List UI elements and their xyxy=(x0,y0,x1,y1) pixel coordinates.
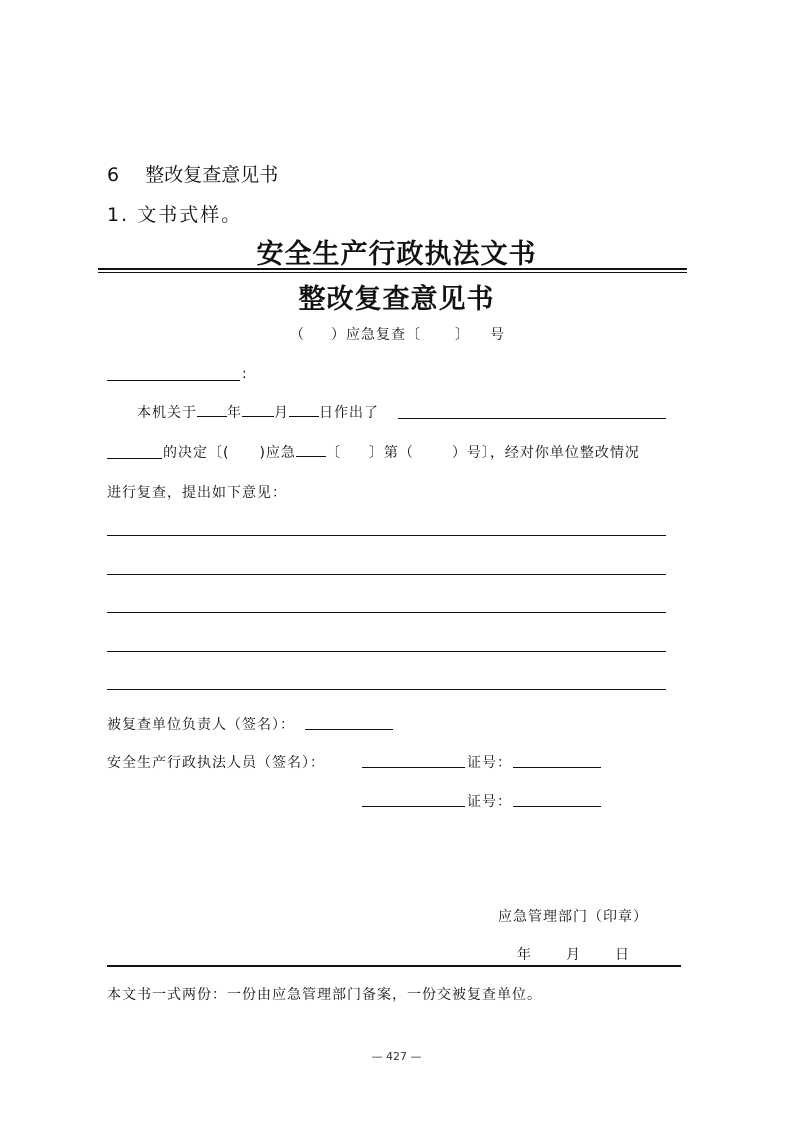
addressee-blank[interactable] xyxy=(107,380,240,381)
section-number: 6 xyxy=(107,164,120,186)
body-line-1: 本机关于 年 月 日作出了 xyxy=(137,402,379,422)
section-heading xyxy=(107,160,278,187)
officer-1-cert-blank[interactable] xyxy=(513,767,601,768)
reviewed-unit-signature-blank[interactable] xyxy=(305,729,393,730)
decision-name-blank[interactable] xyxy=(107,458,162,459)
doc-title-line2: 整改复查意见书 xyxy=(298,284,495,315)
reviewed-unit-label: 被复查单位负责人（签名）： xyxy=(107,717,295,733)
subsection-text: 文书式样。 xyxy=(137,204,243,226)
footer-note: 本文书一式两份：一份由应急管理部门备案，一份交被复查单位。 xyxy=(107,987,542,1003)
doc-number: （ ）应急复查〔 〕 号 xyxy=(290,327,505,343)
day-blank[interactable] xyxy=(289,402,319,417)
opinion-line-5[interactable] xyxy=(107,689,666,690)
footer-rule xyxy=(107,965,681,967)
doc-title-line1: 安全生产行政执法文书 xyxy=(256,239,537,270)
officer-2-cert-blank[interactable] xyxy=(513,806,601,807)
year-blank[interactable] xyxy=(197,402,227,417)
section-title: 整改复查意见书 xyxy=(145,164,279,186)
body-line-3: 进行复查，提出如下意见： xyxy=(107,485,287,501)
month-blank[interactable] xyxy=(242,402,274,417)
page-number: — 427 — xyxy=(371,1050,422,1063)
officer-1-cert-label: 证号： xyxy=(467,755,512,771)
addressee-colon: : xyxy=(242,366,248,382)
stamp-date: 年 月 日 xyxy=(517,947,630,963)
officers-label: 安全生产行政执法人员（签名）： xyxy=(107,755,325,771)
opinion-line-1[interactable] xyxy=(107,535,666,536)
opinion-line-3[interactable] xyxy=(107,612,666,613)
stamp-dept: 应急管理部门（印章） xyxy=(498,909,648,925)
emergency-blank[interactable] xyxy=(296,442,326,457)
opinion-line-4[interactable] xyxy=(107,651,666,652)
decision-blank[interactable] xyxy=(398,418,666,419)
subsection-number: 1. xyxy=(107,204,130,226)
subsection-heading xyxy=(107,200,242,227)
title-double-rule-bottom xyxy=(98,272,687,273)
title-double-rule-top xyxy=(98,268,687,270)
opinion-line-2[interactable] xyxy=(107,574,666,575)
officer-1-signature-blank[interactable] xyxy=(362,767,465,768)
body-line-2: 的决定〔( )应急 〔 〕第（ ）号〕，经对你单位整改情况 xyxy=(163,442,640,462)
officer-2-cert-label: 证号： xyxy=(467,794,512,810)
officer-2-signature-blank[interactable] xyxy=(362,806,465,807)
